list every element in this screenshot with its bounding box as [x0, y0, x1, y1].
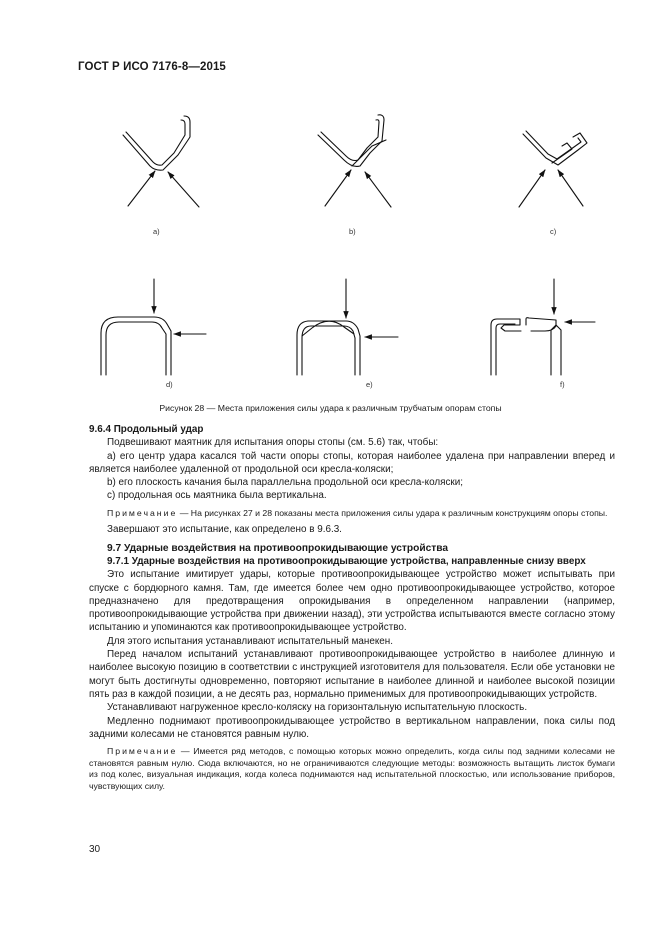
- figure-label-b: b): [349, 227, 356, 236]
- footrest-drawing-a: [123, 116, 199, 207]
- note-text: — На рисунках 27 и 28 показаны места приложения силы удара к различным конструкциям опоры стопы.: [177, 507, 608, 518]
- footrest-drawing-d: [101, 279, 206, 375]
- figure-28: [0, 0, 661, 400]
- footrest-drawing-f: [491, 279, 595, 375]
- list-item-a: а) его центр удара касался той части опоры стопы, которая наиболее удалена при направлении вперед и является наиболее удаленной от продольной оси кресла-коляски;: [89, 450, 615, 475]
- footrest-drawing-e: [297, 279, 398, 375]
- figure-label-f: f): [560, 380, 565, 389]
- page-number: 30: [89, 844, 101, 855]
- paragraph: Подвешивают маятник для испытания опоры стопы (см. 5.6) так, чтобы:: [107, 437, 439, 449]
- figure-label-a: а): [153, 227, 160, 236]
- figure-28-drawings: [0, 0, 661, 400]
- footrest-drawing-b: [318, 115, 391, 207]
- list-item-c: с) продольная ось маятника была вертикальна.: [107, 490, 327, 502]
- paragraph: Это испытание имитирует удары, которые противоопрокидывающее устройство может испытывать при спуске с бордюрного камня. Там, где имеется более чем одно противоопрокидывающее устройство, которое предназначено для предотвращения опрокидывания в определенном направлении (например, противоопрокидывающие устройства при движении назад), эти устройства испытываются вместе согласно этому испытанию и упоминаются как противоопрокидывающее устройство.: [89, 569, 615, 634]
- section-heading-9-6-4: 9.6.4 Продольный удар: [89, 424, 204, 435]
- paragraph: Для этого испытания устанавливают испытательный манекен.: [107, 635, 393, 647]
- paragraph: Перед началом испытаний устанавливают противоопрокидывающее устройство в наиболее длинную и наиболее высокую позицию в соответствии с инструкцией изготовителя для пользователя. Если обе установки не могут быть достигнуты одновременно, повторяют испытание в наиболее длинной и наиболее высокой позиции пять раз в каждой позиции, а не десять раз, нормально применимых для противоопрокидывающих устройств.: [89, 649, 615, 700]
- section-heading-9-7-1: 9.7.1 Ударные воздействия на противоопрокидывающие устройства, направленные снизу вверх: [107, 555, 586, 567]
- list-item-b: b) его плоскость качания была параллельна продольной оси кресла-коляски;: [107, 477, 463, 489]
- figure-label-c: с): [550, 227, 557, 236]
- figure-label-e: е): [366, 380, 373, 389]
- figure-caption: Рисунок 28 — Места приложения силы удара к различным трубчатым опорам стопы: [159, 403, 502, 413]
- figure-label-d: d): [166, 380, 173, 389]
- section-heading-9-7: 9.7 Ударные воздействия на противоопрокидывающие устройства: [107, 542, 449, 554]
- note-9-6-4: [89, 508, 615, 520]
- document-body: [89, 423, 615, 797]
- document-header: ГОСТ Р ИСО 7176-8—2015: [78, 61, 226, 73]
- paragraph: Устанавливают нагруженное кресло-коляску на горизонтальную испытательную плоскость.: [107, 702, 528, 714]
- paragraph: Медленно поднимают противоопрокидывающее устройство в вертикальном направлении, пока силы под задними колесами не становятся равным нулю.: [89, 715, 615, 740]
- paragraph: Завершают это испытание, как определено в 9.6.3.: [107, 524, 342, 536]
- note-text: — Имеется ряд методов, с помощью которых можно определить, когда силы под задними колесами не становятся равным нулю. Сюда включаются, но не ограничиваются следующие методы: возможность вытащить листок бумаги из под колес, визуальная индикация, когда колеса поднимаются над испытательной плоскостью, или использование приборов, чувствующих силу.: [89, 746, 615, 791]
- note-label: Примечание: [107, 507, 178, 518]
- note-9-7-1: [89, 746, 615, 792]
- footrest-drawing-c: [519, 131, 587, 207]
- note-label: Примечание: [107, 746, 178, 757]
